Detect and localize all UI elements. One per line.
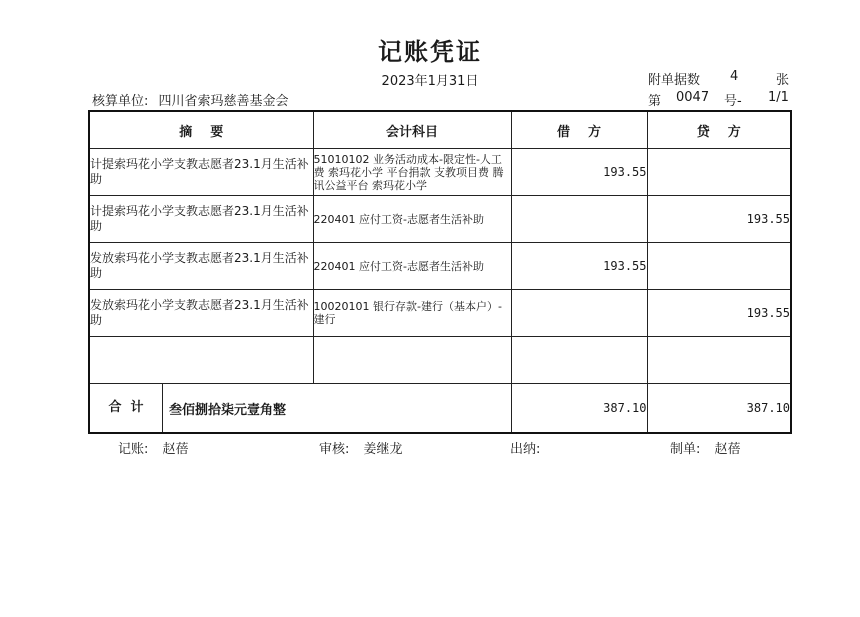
total-label-box: 合 计 [90,384,163,432]
voucher-number [648,90,793,109]
row-credit [647,243,791,290]
attachments-count [648,69,790,88]
col-credit: 贷 方 [647,111,791,149]
total-row [89,384,791,434]
voucher-suffix: 号- [724,94,742,109]
voucher-date: 2023年1月31日 [381,74,479,89]
row-summary [89,337,313,384]
reviewer-label: 审核: [319,442,350,457]
row-debit: 193.55 [511,243,647,290]
voucher-table [88,110,792,434]
bookkeeper-name: 赵蓓 [162,442,189,457]
table-row-empty [89,337,791,384]
row-summary: 计提索玛花小学支教志愿者23.1月生活补助 [89,196,313,243]
row-debit [511,337,647,384]
preparer-label: 制单: [670,442,701,457]
attachments-label: 附单据数 [648,73,701,88]
row-summary: 发放索玛花小学支教志愿者23.1月生活补助 [89,290,313,337]
bookkeeper-signature [118,438,189,457]
reviewer-signature [319,438,403,457]
row-subject [313,337,511,384]
row-subject: 51010102 业务活动成本-限定性-人工费 索玛花小学 平台捐款 支教项目费 腾讯公益平台 索玛花小学 [313,149,511,196]
row-credit [647,337,791,384]
table-row [89,243,791,290]
row-subject: 220401 应付工资-志愿者生活补助 [313,243,511,290]
voucher-prefix: 第 [648,94,662,109]
row-debit: 193.55 [511,149,647,196]
total-label [89,384,511,434]
table-row [89,196,791,243]
total-debit: 387.10 [511,384,647,434]
unit-label: 核算单位: [92,94,149,109]
bookkeeper-label: 记账: [118,442,149,457]
unit-name: 四川省索玛慈善基金会 [158,94,289,109]
row-credit: 193.55 [647,290,791,337]
cashier-label: 出纳: [510,442,541,457]
row-subject: 10020101 银行存款-建行（基本户）-建行 [313,290,511,337]
col-debit: 借 方 [511,111,647,149]
preparer-signature [670,438,741,457]
total-amount-words: 叁佰捌拾柒元壹角整 [169,402,287,418]
voucher-no: 0047 [676,90,710,105]
row-credit: 193.55 [647,196,791,243]
row-debit [511,196,647,243]
row-summary: 计提索玛花小学支教志愿者23.1月生活补助 [89,149,313,196]
row-credit [647,149,791,196]
voucher-page: 1/1 [768,90,789,105]
attachments-unit: 张 [776,73,790,88]
preparer-name: 赵蓓 [714,442,741,457]
table-header [89,111,791,149]
cashier-signature [510,438,550,457]
col-summary: 摘 要 [89,111,313,149]
table-row [89,290,791,337]
row-subject: 220401 应付工资-志愿者生活补助 [313,196,511,243]
table-row [89,149,791,196]
attachments-number: 4 [730,69,739,84]
voucher-title: 记账凭证 [378,38,482,66]
accounting-unit [92,90,289,109]
row-debit [511,290,647,337]
reviewer-name: 姜继龙 [363,442,403,457]
col-subject: 会计科目 [313,111,511,149]
total-credit: 387.10 [647,384,791,434]
row-summary: 发放索玛花小学支教志愿者23.1月生活补助 [89,243,313,290]
